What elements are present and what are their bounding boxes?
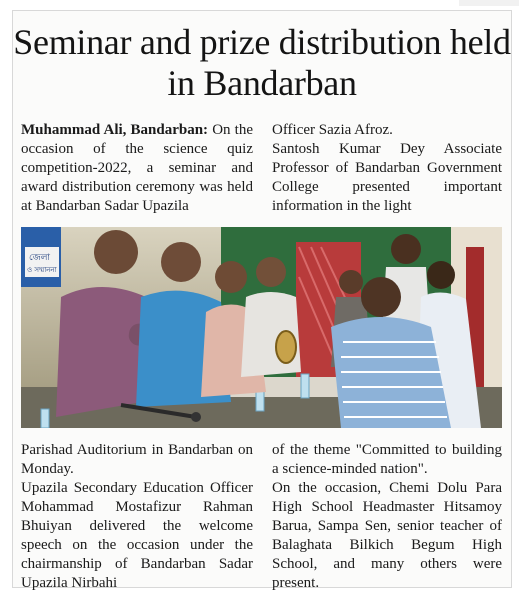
paragraph-theme: of the theme "Committed to building a science-minded nation". [272,442,502,477]
column-left-bottom [21,441,253,593]
column-right-top [272,121,502,216]
column-left-top [21,121,253,216]
paragraph-officer: Officer Sazia Afroz. [272,122,393,138]
banner-text-1: জেলা [29,253,51,263]
intro-text: On the occasion of the science quiz competition-2022, a seminar and award distribution ceremony was held at Bandarban Sadar Upazila [21,122,253,214]
banner-text-2: ও সম্মাননা [27,266,57,274]
column-right-bottom [272,441,502,593]
paragraph-auditorium: Parishad Auditorium in Bandarban on Monday. [21,442,253,477]
event-photo [21,227,502,428]
paragraph-attendees: On the occasion, Chemi Dolu Para High School Headmaster Hitsamoy Barua, Sampa Sen, senior teacher of Balaghata Bilkich Begum High School, and many others were present. [272,480,502,591]
banner [21,227,61,287]
paragraph-intro [21,121,253,216]
paragraph-welcome: Upazila Secondary Education Officer Mohammad Mostafizur Rahman Bhuiyan delivered the welcome speech on the occasion under the chairmanship of Bandarban Sadar Upazila Nirbahi [21,480,253,591]
paragraph-santosh: Santosh Kumar Dey Associate Professor of Bandarban Government College presented important information in the light [272,141,502,214]
byline: Muhammad Ali, Bandarban: [21,122,209,138]
headline: Seminar and prize distribution held in Bandarban [13,22,511,103]
top-edge-mark [459,0,519,6]
